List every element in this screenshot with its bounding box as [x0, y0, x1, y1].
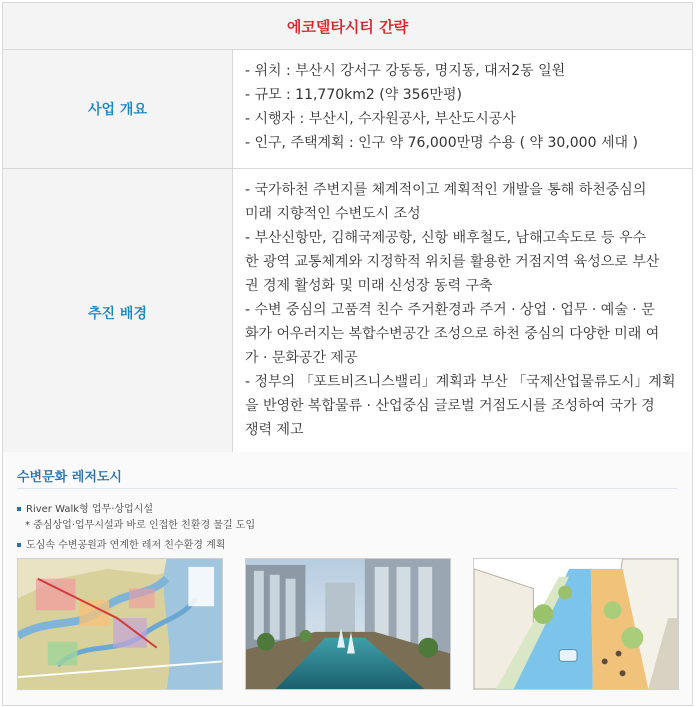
section-divider	[17, 488, 677, 489]
map-illustration	[18, 559, 222, 689]
background-line: 한 광역 교통체계와 지정학적 위치를 활용한 거점지역 육성으로 부산	[245, 254, 660, 270]
bullet-square-icon	[17, 507, 21, 511]
bullet-subnote	[25, 516, 255, 531]
background-line: - 국가하천 주변지를 체계적이고 계획적인 개발을 통해 하천중심의	[245, 182, 647, 198]
background-line: 미래 지향적인 수변도시 조성	[245, 206, 421, 222]
background-line: - 정부의 「포트비즈니스밸리」계획과 부산 「국제산업물류도시」계획	[245, 374, 676, 390]
table-title: 에코델타시티 간략	[286, 17, 409, 36]
background-line: - 수변 중심의 고품격 친수 주거환경과 주거 · 상업 · 업무 · 예술 · 문	[245, 302, 655, 318]
overview-line: - 인구, 주택계획 : 인구 약 76,000만명 수용 ( 약 30,000 세대 )	[245, 135, 638, 151]
overview-line: - 위치 : 부산시 강서구 강동동, 명지동, 대저2동 일원	[245, 63, 566, 79]
background-line: 가 · 문화공간 제공	[245, 350, 358, 366]
bullet-text: River Walk형 업무·상업시설	[26, 504, 154, 515]
bullet-text: 도심속 수변공원과 연계한 레저 친수환경 계획	[26, 540, 226, 551]
bullet-item	[17, 536, 225, 551]
waterfront-canal-render-image[interactable]	[245, 558, 451, 690]
background-line: 권 경제 활성화 및 미래 신성장 동력 구축	[245, 278, 493, 294]
row-head-background	[3, 169, 233, 456]
overview-line: - 규모 : 11,770km2 (약 356만평)	[245, 87, 462, 103]
row-head-label: 사업 개요	[88, 102, 147, 118]
bullet-square-icon	[17, 543, 21, 547]
waterfront-leisure-section	[2, 452, 693, 706]
row-project-overview	[3, 50, 692, 169]
background-line: 화가 어우러지는 복합수변공간 조성으로 하천 중심의 다양한 미래 여	[245, 326, 660, 342]
bullet-subnote-text: * 중심상업·업무시설과 바로 인접한 친환경 물길 도입	[25, 520, 256, 531]
section-title: 수변문화 레저도시	[17, 470, 122, 485]
background-line: 을 반영한 복합물류 · 산업중심 글로벌 거점도시를 조성하여 국가 경	[245, 398, 655, 414]
summary-table	[2, 2, 693, 457]
row-background	[3, 169, 692, 456]
background-line: 쟁력 제고	[245, 422, 304, 438]
river-walk-illustration-image[interactable]	[473, 558, 679, 690]
site-map-image[interactable]	[17, 558, 223, 690]
row-body-overview	[233, 50, 692, 168]
background-line: - 부산신항만, 김해국제공항, 신항 배후철도, 남해고속도로 등 우수	[245, 230, 647, 246]
row-head-label: 추진 배경	[88, 305, 147, 322]
row-head-overview	[3, 50, 233, 168]
row-body-background	[233, 169, 692, 456]
table-title-row	[3, 3, 692, 50]
bullet-item	[17, 500, 153, 515]
image-gallery	[17, 558, 681, 694]
overview-line: - 시행자 : 부산시, 수자원공사, 부산도시공사	[245, 111, 516, 127]
canal-illustration	[246, 559, 450, 689]
river-walk-illustration	[474, 559, 678, 689]
